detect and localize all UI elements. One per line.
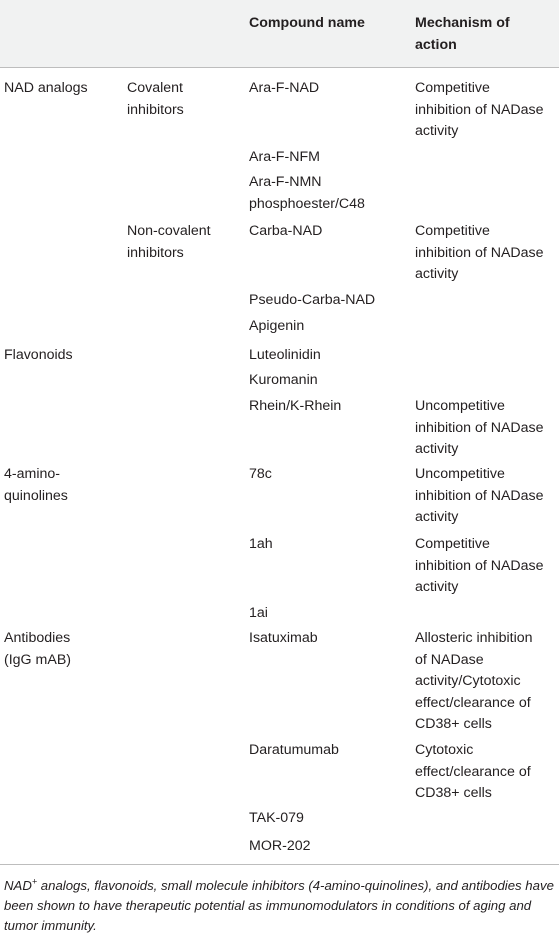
group-flavonoids: Flavonoids [4,347,73,363]
group-antibodies-line2: (IgG mAB) [4,651,72,668]
compound-carba-nad: Carba-NAD [249,223,323,239]
compound-isatuximab: Isatuximab [249,630,318,646]
group-aminoquinolines-line1: 4-amino- [4,466,60,482]
mechanism-1ah-line3: activity [415,579,459,595]
compound-78c: 78c [249,466,272,482]
compound-apigenin: Apigenin [249,318,305,334]
mechanism-ara-f-nad-line3: activity [415,123,459,139]
group-nad-analogs: NAD analogs [4,80,88,96]
compound-pseudo-carba-nad: Pseudo-Carba-NAD [249,292,376,308]
mechanism-ara-f-nad-line2: inhibition of NADase [415,101,544,118]
header-divider [0,67,559,68]
mechanism-isatuximab-line1: Allosteric inhibition [415,630,533,646]
mechanism-rhein-line3: activity [415,441,459,457]
table-bottom-divider [0,864,559,865]
table-footnote [4,876,556,936]
mechanism-carba-nad-line2: inhibition of NADase [415,244,544,261]
mechanism-78c-line2: inhibition of NADase [415,487,544,504]
mechanism-daratumumab-line1: Cytotoxic [415,742,474,758]
subgroup-covalent-line1: Covalent [127,80,183,96]
subgroup-noncovalent-line1: Non-covalent [127,223,211,239]
compound-1ai: 1ai [249,605,268,621]
compound-tak-079: TAK-079 [249,810,304,826]
compound-daratumumab: Daratumumab [249,742,339,758]
mechanism-isatuximab-line3: activity/Cytotoxic [415,673,521,689]
compound-1ah: 1ah [249,536,273,552]
compound-kuromanin: Kuromanin [249,372,318,388]
subgroup-covalent-line2: inhibitors [127,101,184,118]
mechanism-rhein-line2: inhibition of NADase [415,419,544,436]
compound-ara-f-nfm: Ara-F-NFM [249,149,320,165]
footnote-text: analogs, flavonoids, small molecule inhibitors (4-amino-quinolines), and antibodies have been shown to have therapeutic potential as immunomodulators in conditions of aging and tumor immunity. [4,878,554,933]
compound-luteolinidin: Luteolinidin [249,347,321,363]
mechanism-ara-f-nad-line1: Competitive [415,80,490,96]
mechanism-isatuximab-line2: of NADase [415,651,484,668]
compound-mor-202: MOR-202 [249,838,311,854]
subgroup-noncovalent-line2: inhibitors [127,244,184,261]
mechanism-isatuximab-line4: effect/clearance of [415,694,531,711]
mechanism-78c-line3: activity [415,509,459,525]
compound-ara-f-nad: Ara-F-NAD [249,80,320,96]
header-mechanism-line2: action [415,36,457,53]
compound-rhein: Rhein/K-Rhein [249,398,342,414]
mechanism-daratumumab-line3: CD38+ cells [415,785,492,801]
footnote-plus: + [31,876,38,887]
mechanism-1ah-line2: inhibition of NADase [415,557,544,574]
mechanism-rhein-line1: Uncompetitive [415,398,505,414]
group-antibodies-line1: Antibodies [4,630,71,646]
mechanism-carba-nad-line3: activity [415,266,459,282]
header-mechanism-line1: Mechanism of [415,15,510,31]
mechanism-carba-nad-line1: Competitive [415,223,490,239]
compound-ara-f-nmn-line2: phosphoester/C48 [249,195,365,212]
footnote-nad: NAD [4,878,32,893]
header-compound-name: Compound name [249,15,365,31]
mechanism-1ah-line1: Competitive [415,536,490,552]
group-aminoquinolines-line2: quinolines [4,487,68,504]
mechanism-78c-line1: Uncompetitive [415,466,505,482]
mechanism-daratumumab-line2: effect/clearance of [415,763,531,780]
compound-ara-f-nmn-line1: Ara-F-NMN [249,174,322,190]
mechanism-isatuximab-line5: CD38+ cells [415,716,492,732]
